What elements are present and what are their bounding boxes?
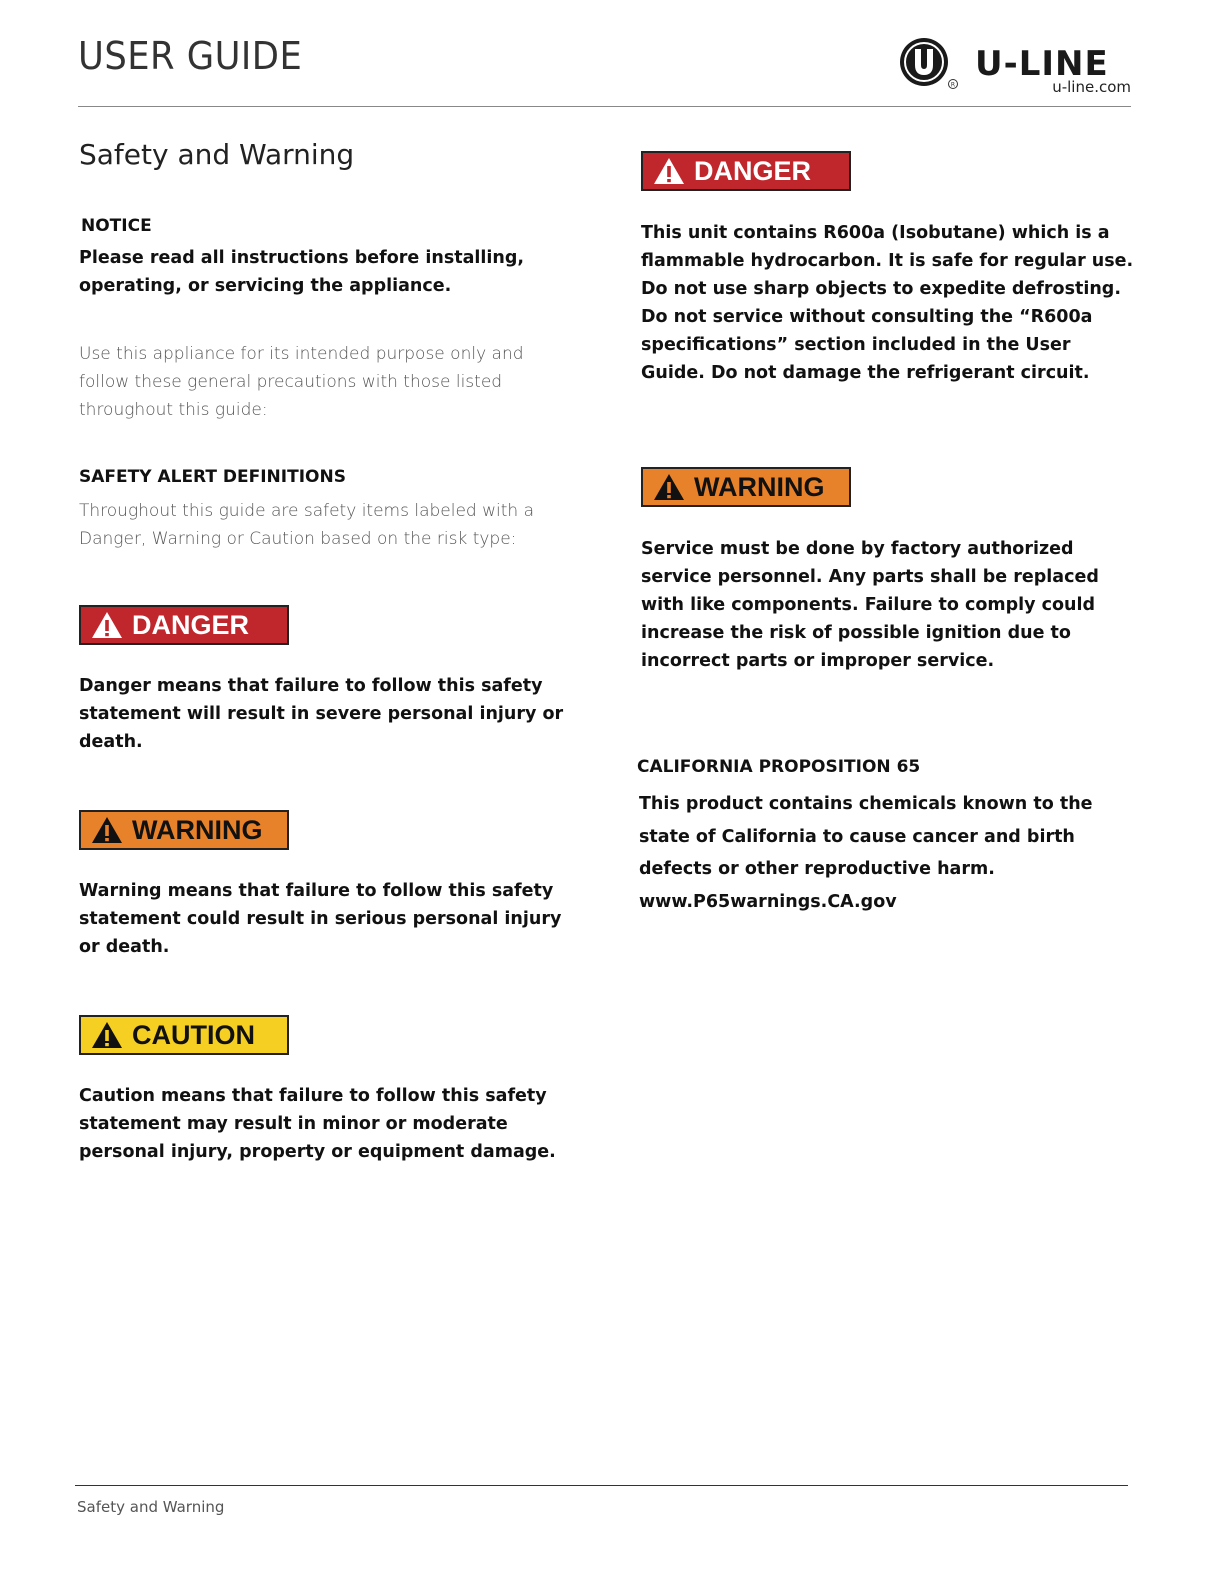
warning-triangle-icon (91, 611, 123, 639)
caution-badge (79, 1015, 289, 1055)
r600a-danger-text: This unit contains R600a (Isobutane) which is a flammable hydrocarbon. It is safe for regular use. Do not use sharp objects to expedite defrosting. Do not service without consulting the “R600a specifications” section included in the User Guide. Do not damage the refrigerant circuit. (641, 223, 1134, 383)
brand-wordmark: U-LINE (975, 44, 1109, 84)
header-rule (78, 106, 1131, 107)
warning-badge (79, 810, 289, 850)
prop65-text: This product contains chemicals known to the state of California to cause cancer and birth defects or other reproductive harm. www.P65warnings.CA.gov (639, 794, 1093, 912)
service-warning-badge (641, 467, 851, 507)
danger-label: DANGER (694, 155, 812, 186)
danger-badge (79, 605, 289, 645)
warning-label: WARNING (132, 814, 263, 845)
caution-definition: Caution means that failure to follow this safety statement may result in minor or moderate personal injury, property or equipment damage. (79, 1086, 556, 1162)
r600a-danger-badge (641, 151, 851, 191)
notice-text: Please read all instructions before installing, operating, or servicing the appliance. (79, 248, 525, 296)
warning-triangle-icon (91, 1021, 123, 1049)
warning-label: WARNING (694, 471, 825, 502)
danger-definition: Danger means that failure to follow this safety statement will result in severe personal injury or death. (79, 676, 564, 752)
definitions-heading: SAFETY ALERT DEFINITIONS (79, 467, 346, 487)
warning-triangle-icon (91, 816, 123, 844)
brand-url: u-line.com (1052, 78, 1131, 96)
prop65-heading: CALIFORNIA PROPOSITION 65 (637, 757, 921, 777)
definitions-text: Throughout this guide are safety items labeled with a Danger, Warning or Caution based on the risk type: (79, 501, 535, 549)
section-title: Safety and Warning (79, 138, 355, 171)
danger-label: DANGER (132, 609, 250, 640)
footer-text: Safety and Warning (77, 1498, 225, 1516)
warning-triangle-icon (653, 157, 685, 185)
warning-triangle-icon (653, 473, 685, 501)
intro-text: Use this appliance for its intended purpose only and follow these general precautions with those listed throughout this guide: (79, 344, 524, 420)
footer-rule (75, 1485, 1128, 1486)
svg-text:R: R (950, 81, 956, 89)
warning-definition: Warning means that failure to follow this safety statement could result in serious personal injury or death. (79, 881, 562, 957)
guide-title: USER GUIDE (78, 34, 303, 78)
caution-label: CAUTION (132, 1019, 255, 1050)
notice-heading: NOTICE (81, 216, 152, 236)
service-warning-text: Service must be done by factory authorized service personnel. Any parts shall be replaced with like components. Failure to comply could increase the risk of possible ignition due to incorrect parts or improper service. (641, 539, 1099, 671)
